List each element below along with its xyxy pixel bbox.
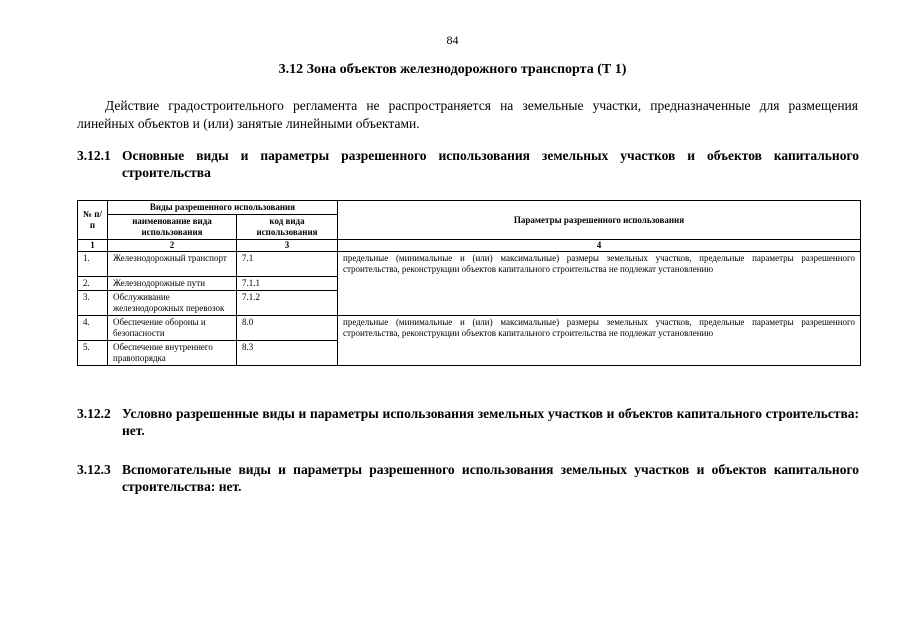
row-use-name: Железнодорожный транспорт	[108, 252, 237, 277]
header-use-name: наименование вида использования	[108, 215, 237, 240]
row-num: 4.	[78, 315, 108, 340]
header-params: Параметры разрешенного использования	[338, 201, 861, 240]
row-params-continued	[338, 340, 861, 365]
row-params: предельные (минимальные и (или) максимальные) размеры земельных участков, предельные параметры разрешенного строительства, реконструкции объектов капитального строительства не подлежат установлению	[338, 315, 861, 340]
page-number: 84	[446, 33, 459, 47]
row-params-continued	[338, 276, 861, 290]
table-row	[78, 252, 861, 277]
intro-paragraph: Действие градостроительного регламента не распространяется на земельные участки, предназначенные для размещения линейных объектов и (или) занятые линейными объектами.	[77, 98, 858, 131]
row-num: 3.	[78, 290, 108, 315]
row-params: предельные (минимальные и (или) максимальные) размеры земельных участков, предельные параметры разрешенного строительства, реконструкции объектов капитального строительства не подлежат установлению	[338, 252, 861, 277]
subsection-3-12-3	[77, 461, 859, 495]
subsection-3-12-2	[77, 405, 859, 439]
header-num: № п/п	[78, 201, 108, 240]
table-row	[78, 276, 861, 290]
row-use-code: 8.0	[237, 315, 338, 340]
row-params-continued	[338, 290, 861, 315]
row-use-code: 8.3	[237, 340, 338, 365]
table-row	[78, 315, 861, 340]
subsection-number: 3.12.2	[77, 406, 111, 421]
row-num: 1.	[78, 252, 108, 277]
section-title: 3.12 Зона объектов железнодорожного транспорта (Т 1)	[278, 62, 627, 77]
row-use-code: 7.1.2	[237, 290, 338, 315]
row-use-name: Железнодорожные пути	[108, 276, 237, 290]
row-num: 5.	[78, 340, 108, 365]
index-cell: 3	[237, 240, 338, 252]
permitted-use-table	[77, 200, 861, 366]
subsection-3-12-1	[77, 147, 859, 181]
row-num: 2.	[78, 276, 108, 290]
header-use-types: Виды разрешенного использования	[108, 201, 338, 215]
subsection-heading: Основные виды и параметры разрешенного использования земельных участков и объектов капитального строительства	[122, 148, 859, 180]
table-index-row	[78, 240, 861, 252]
row-use-code: 7.1	[237, 252, 338, 277]
subsection-number: 3.12.1	[77, 148, 111, 163]
subsection-heading: Вспомогательные виды и параметры разрешенного использования земельных участков и объектов капитального строительства: нет.	[122, 462, 859, 494]
index-cell: 2	[108, 240, 237, 252]
row-use-name: Обеспечение обороны и безопасности	[108, 315, 237, 340]
row-use-code: 7.1.1	[237, 276, 338, 290]
index-cell: 4	[338, 240, 861, 252]
table-row	[78, 290, 861, 315]
table-row	[78, 340, 861, 365]
row-use-name: Обслуживание железнодорожных перевозок	[108, 290, 237, 315]
row-use-name: Обеспечение внутреннего правопорядка	[108, 340, 237, 365]
subsection-heading: Условно разрешенные виды и параметры использования земельных участков и объектов капитального строительства: нет.	[122, 406, 859, 438]
table-header-row	[78, 201, 861, 215]
subsection-number: 3.12.3	[77, 462, 111, 477]
header-use-code: код вида использования	[237, 215, 338, 240]
index-cell: 1	[78, 240, 108, 252]
